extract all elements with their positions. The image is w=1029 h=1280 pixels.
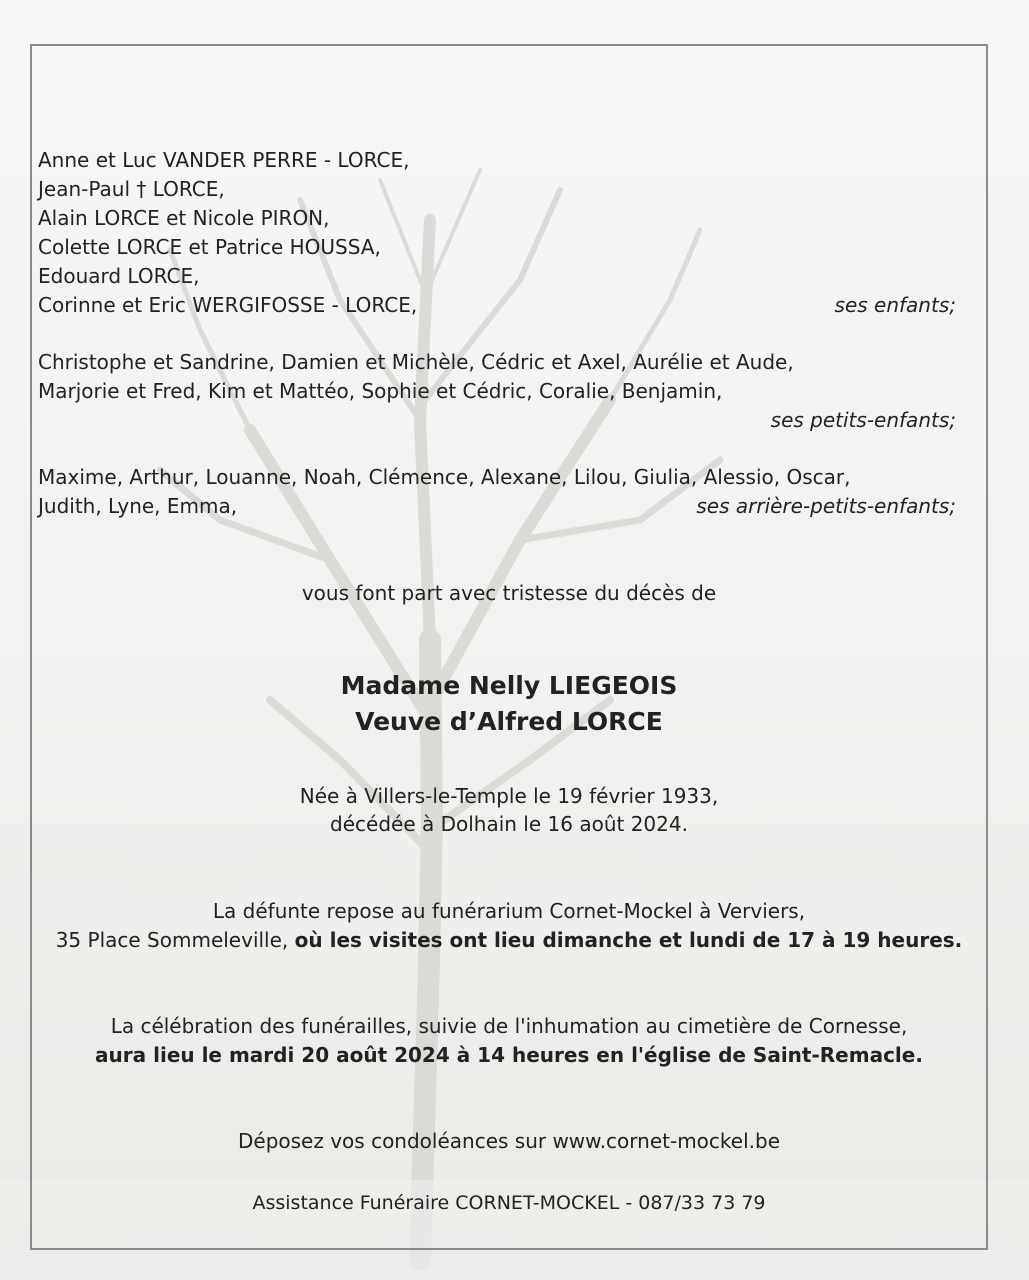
rest-address: 35 Place Sommeleville, <box>55 928 295 952</box>
rest-line-2 <box>30 926 988 955</box>
child-line: Jean-Paul † LORCE, <box>38 177 225 201</box>
deceased-widow-of: Veuve d’Alfred LORCE <box>355 707 663 736</box>
death-info: décédée à Dolhain le 16 août 2024. <box>330 812 688 836</box>
birth-info: Née à Villers-le-Temple le 19 février 1933, <box>299 784 719 808</box>
great-grandchildren-line: Maxime, Arthur, Louanne, Noah, Clémence, Alexane, Lilou, Giulia, Alessio, Oscar, <box>38 465 851 489</box>
child-line: Corinne et Eric WERGIFOSSE - LORCE, <box>38 293 418 317</box>
funeral-line-2: aura lieu le mardi 20 août 2024 à 14 heures en l'église de Saint-Remacle. <box>95 1043 923 1067</box>
grandchildren-label: ses petits-enfants; <box>770 408 956 432</box>
child-line: Edouard LORCE, <box>38 264 200 288</box>
deceased-name: Madame Nelly LIEGEOIS <box>340 671 678 700</box>
visiting-hours: où les visites ont lieu dimanche et lundi de 17 à 19 heures. <box>294 928 963 952</box>
announcement-text: vous font part avec tristesse du décès de <box>301 581 717 605</box>
child-line: Colette LORCE et Patrice HOUSSA, <box>38 235 381 259</box>
great-grandchildren-label: ses arrière-petits-enfants; <box>696 494 956 518</box>
grandchildren-line: Christophe et Sandrine, Damien et Michèle, Cédric et Axel, Aurélie et Aude, <box>38 350 794 374</box>
child-line: Alain LORCE et Nicole PIRON, <box>38 206 330 230</box>
child-line: Anne et Luc VANDER PERRE - LORCE, <box>38 148 410 172</box>
great-grandchildren-line: Judith, Lyne, Emma, <box>38 494 238 518</box>
condolences-text: Déposez vos condoléances sur www.cornet-mockel.be <box>238 1129 780 1153</box>
funeral-line-1: La célébration des funérailles, suivie de l'inhumation au cimetière de Cornesse, <box>110 1014 908 1038</box>
grandchildren-line: Marjorie et Fred, Kim et Mattéo, Sophie et Cédric, Coralie, Benjamin, <box>38 379 723 403</box>
children-label: ses enfants; <box>834 293 956 317</box>
rest-line-1: La défunte repose au funérarium Cornet-Mockel à Verviers, <box>212 899 806 923</box>
footer-contact: Assistance Funéraire CORNET-MOCKEL - 087/33 73 79 <box>252 1192 766 1214</box>
